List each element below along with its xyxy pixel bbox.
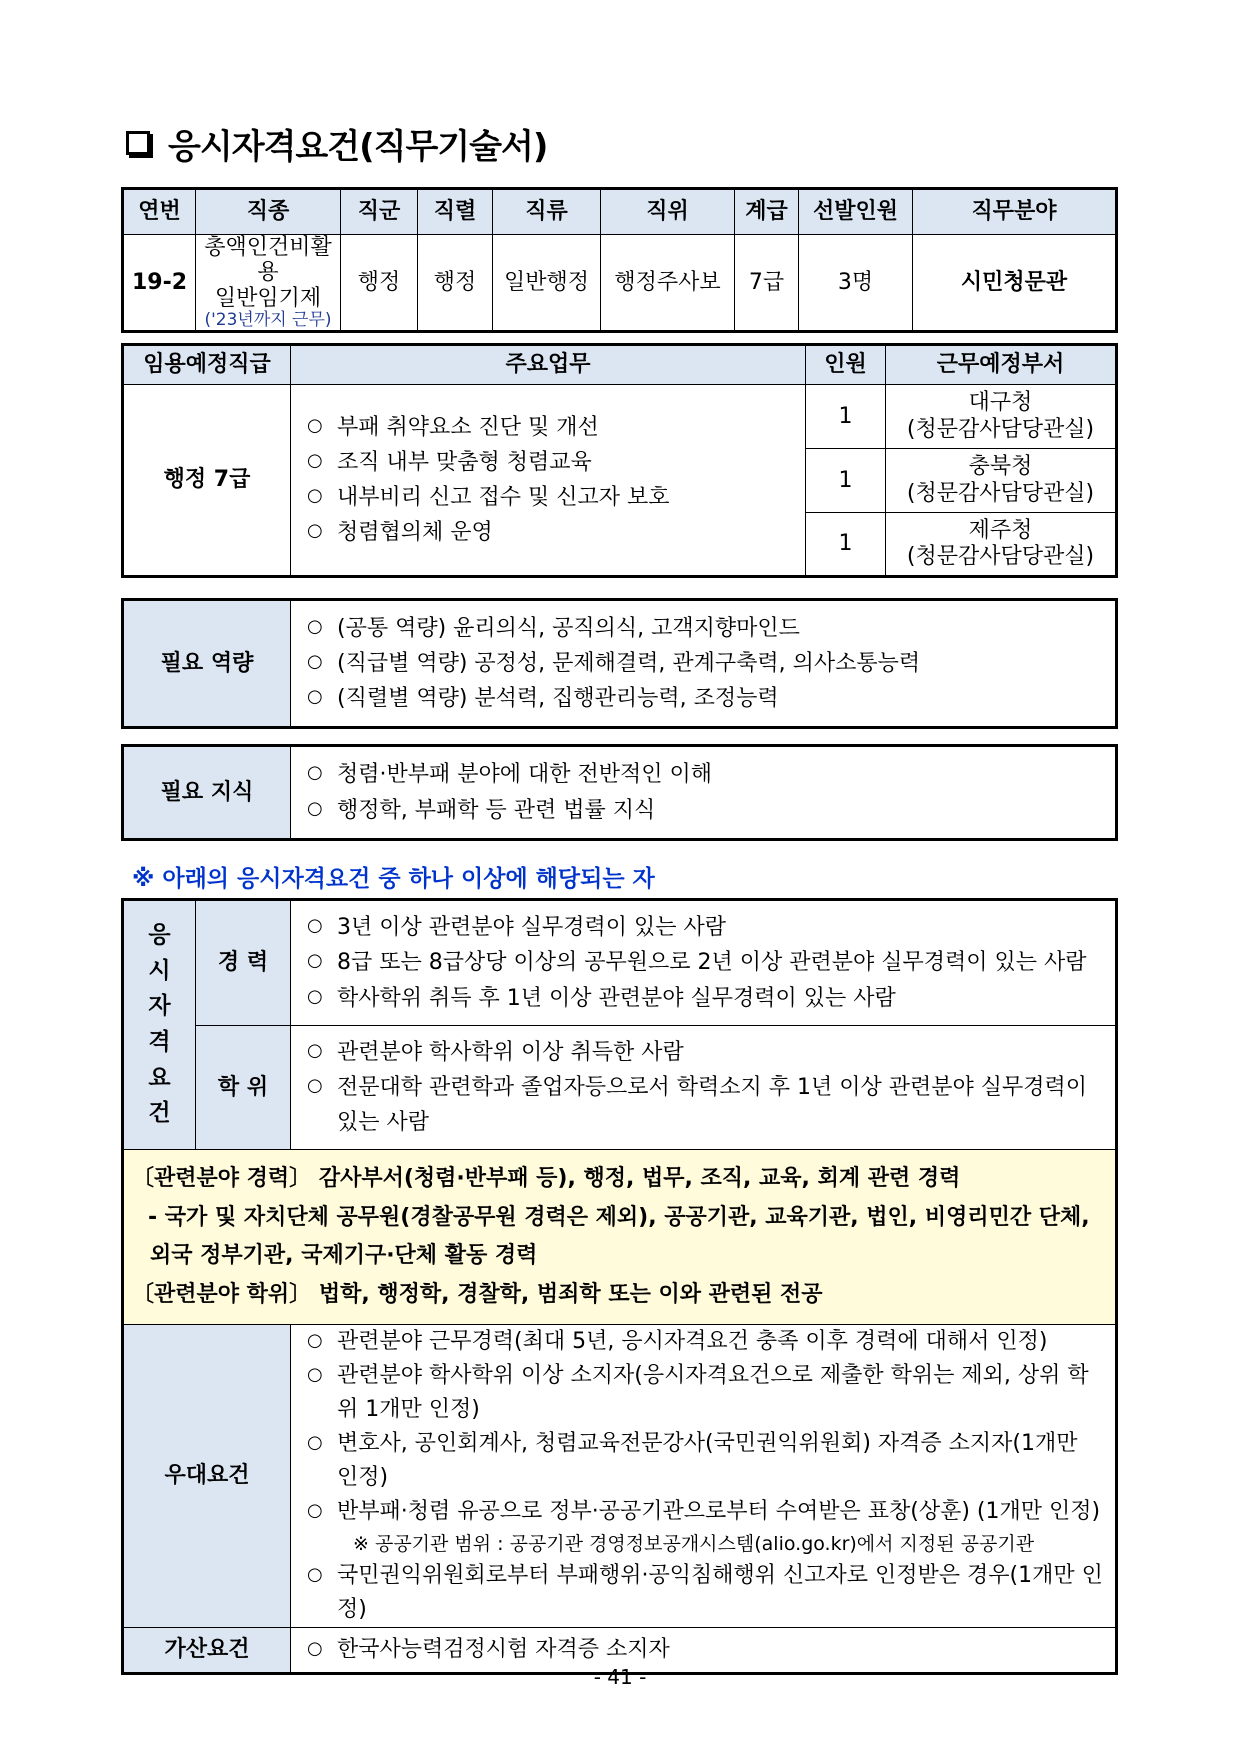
knowledge-item: ○ 청렴·반부패 분야에 대한 전반적인 이해 xyxy=(291,757,1115,792)
appoint-grade: 행정 7급 xyxy=(123,385,291,577)
position-summary-table xyxy=(121,187,1118,333)
dept-name-sub: (청문감사담당관실) xyxy=(906,544,1095,569)
career-row xyxy=(123,900,1117,1026)
cell-field: 시민청문관 xyxy=(913,235,1117,332)
dept-name-sub: (청문감사담당관실) xyxy=(906,416,1095,442)
qualification-label-char: 격 xyxy=(148,1029,171,1055)
dept-name-sub: (청문감사담당관실) xyxy=(906,480,1095,506)
header-grade: 계급 xyxy=(735,189,799,235)
preference-note: ※ 공공기관 범위 : 공공기관 경영정보공개시스템(alio.go.kr)에서 지정된 공공기관 xyxy=(353,1532,1035,1555)
degree-label: 학 위 xyxy=(196,1026,291,1150)
qualification-label-char: 요 xyxy=(148,1064,171,1091)
type-line2: 일반임기제 xyxy=(214,285,322,311)
dept-row-1 xyxy=(123,385,1117,449)
dept-name-main: 충북청 xyxy=(968,454,1033,480)
dept-name-main: 제주청 xyxy=(968,517,1033,543)
dept-count: 1 xyxy=(806,513,886,577)
preference-item: ○ 관련분야 근무경력(최대 5년, 응시자격요건 충족 이후 경력에 대해서 인정) xyxy=(291,1325,1115,1359)
qualification-notice: ※ 아래의 응시자격요건 중 하나 이상에 해당되는 자 xyxy=(132,866,655,892)
competency-item: ○ (공통 역량) 윤리의식, 공직의식, 고객지향마인드 xyxy=(291,611,1115,646)
career-item: ○ 학사학위 취득 후 1년 이상 관련분야 실무경력이 있는 사람 xyxy=(291,981,1115,1016)
cell-group: 행정 xyxy=(341,235,418,332)
preference-item: ○ 국민권익위원회로부터 부패행위·공익침해행위 신고자로 인정받은 경우(1개만 인정) xyxy=(291,1559,1115,1627)
degree-list xyxy=(291,1026,1117,1150)
degree-row xyxy=(123,1026,1117,1150)
qualification-label-char: 응 xyxy=(148,922,171,949)
dept-name-main: 대구청 xyxy=(968,390,1033,416)
related-career: 〔관련분야 경력〕 감사부서(청렴·반부패 등), 행정, 법무, 조직, 교육, 회계 관련 경력 xyxy=(132,1166,961,1191)
qualification-label-char: 시 xyxy=(148,957,171,984)
header-position: 직위 xyxy=(601,189,735,235)
degree-item: ○ 전문대학 관련학과 졸업자등으로서 학력소지 후 1년 이상 관련분야 실무경력이 있는 사람 xyxy=(291,1070,1115,1140)
cell-position: 행정주사보 xyxy=(601,235,735,332)
career-item: ○ 8급 또는 8급상당 이상의 공무원으로 2년 이상 관련분야 실무경력이 있는 사람 xyxy=(291,945,1115,980)
competency-item: ○ (직급별 역량) 공정성, 문제해결력, 관계구축력, 의사소통능력 xyxy=(291,646,1115,681)
knowledge-label: 필요 지식 xyxy=(123,746,291,840)
header-dept: 근무예정부서 xyxy=(886,345,1117,385)
cell-type xyxy=(196,235,341,332)
type-line1: 총액인건비활용 xyxy=(204,235,332,286)
qualification-label-char: 자 xyxy=(148,993,171,1020)
career-list xyxy=(291,900,1117,1026)
header-main-duties: 주요업무 xyxy=(291,345,806,385)
header-field: 직무분야 xyxy=(913,189,1117,235)
qualification-label xyxy=(123,900,196,1150)
checkbox-square-icon xyxy=(126,131,150,155)
duty-item: ○ 조직 내부 맞춤형 청렴교육 xyxy=(291,445,805,480)
knowledge-table xyxy=(121,744,1118,841)
competency-label: 필요 역량 xyxy=(123,600,291,728)
qualification-label-char: 건 xyxy=(148,1100,171,1127)
preference-item: ○ 관련분야 학사학위 이상 소지자(응시자격요건으로 제출한 학위는 제외, 상위 학위 1개만 인정) xyxy=(291,1359,1115,1427)
career-label: 경 력 xyxy=(196,900,291,1026)
dept-count: 1 xyxy=(806,385,886,449)
dept-count: 1 xyxy=(806,449,886,513)
preference-item: ○ 변호사, 공인회계사, 청렴교육전문강사(국민권익위원회) 자격증 소지자(1개만 인정) xyxy=(291,1427,1115,1495)
related-degree: 〔관련분야 학위〕 법학, 행정학, 경찰학, 범죄학 또는 이와 관련된 전공 xyxy=(132,1281,823,1307)
header-type: 직종 xyxy=(196,189,341,235)
cell-grade: 7급 xyxy=(735,235,799,332)
preference-list xyxy=(291,1325,1117,1628)
header-count: 선발인원 xyxy=(799,189,913,235)
dept-name xyxy=(886,385,1117,449)
cell-category: 일반행정 xyxy=(493,235,601,332)
header-category: 직류 xyxy=(493,189,601,235)
duties-header-row xyxy=(123,345,1117,385)
duty-item: ○ 부패 취약요소 진단 및 개선 xyxy=(291,410,805,445)
dept-name xyxy=(886,513,1117,577)
page-title xyxy=(126,118,547,168)
degree-item: ○ 관련분야 학사학위 이상 취득한 사람 xyxy=(291,1035,1115,1070)
header-appoint-grade: 임용예정직급 xyxy=(123,345,291,385)
summary-data-row xyxy=(123,235,1117,332)
related-row xyxy=(123,1150,1117,1325)
type-note: ('23년까지 근무) xyxy=(204,309,332,330)
knowledge-item: ○ 행정학, 부패학 등 관련 법률 지식 xyxy=(291,793,1115,828)
preference-row xyxy=(123,1325,1117,1628)
header-series: 직렬 xyxy=(418,189,493,235)
preference-label: 우대요건 xyxy=(123,1325,291,1628)
cell-series: 행정 xyxy=(418,235,493,332)
preference-item: ○ 반부패·청렴 유공으로 정부·공공기관으로부터 수여받은 표창(상훈) (1개만 인정) xyxy=(291,1495,1115,1529)
page-title-text: 응시자격요건(직무기술서) xyxy=(168,126,548,167)
qualification-table xyxy=(121,898,1118,1675)
competency-list xyxy=(291,600,1117,728)
career-item: ○ 3년 이상 관련분야 실무경력이 있는 사람 xyxy=(291,910,1115,945)
dept-name xyxy=(886,449,1117,513)
duty-item: ○ 내부비리 신고 접수 및 신고자 보호 xyxy=(291,480,805,515)
header-no: 연번 xyxy=(123,189,196,235)
header-personnel: 인원 xyxy=(806,345,886,385)
related-career-detail: - 국가 및 자치단체 공무원(경찰공무원 경력은 제외), 공공기관, 교육기관, 법인, 비영리민간 단체, 외국 정부기관, 국제기구·단체 활동 경력 xyxy=(148,1204,1090,1268)
duties-table xyxy=(121,343,1118,578)
duties-list xyxy=(291,385,806,577)
bonus-item: ○ 한국사능력검정시험 자격증 소지자 xyxy=(291,1635,1115,1665)
bonus-label: 가산요건 xyxy=(123,1628,291,1674)
competency-table xyxy=(121,598,1118,729)
page-number: - 41 - xyxy=(593,1665,647,1689)
competency-item: ○ (직렬별 역량) 분석력, 집행관리능력, 조정능력 xyxy=(291,681,1115,716)
cell-count: 3명 xyxy=(799,235,913,332)
header-group: 직군 xyxy=(341,189,418,235)
related-field-box xyxy=(123,1150,1117,1325)
cell-no: 19-2 xyxy=(123,235,196,332)
knowledge-list xyxy=(291,746,1117,840)
summary-header-row xyxy=(123,189,1117,235)
duty-item: ○ 청렴협의체 운영 xyxy=(291,515,805,550)
